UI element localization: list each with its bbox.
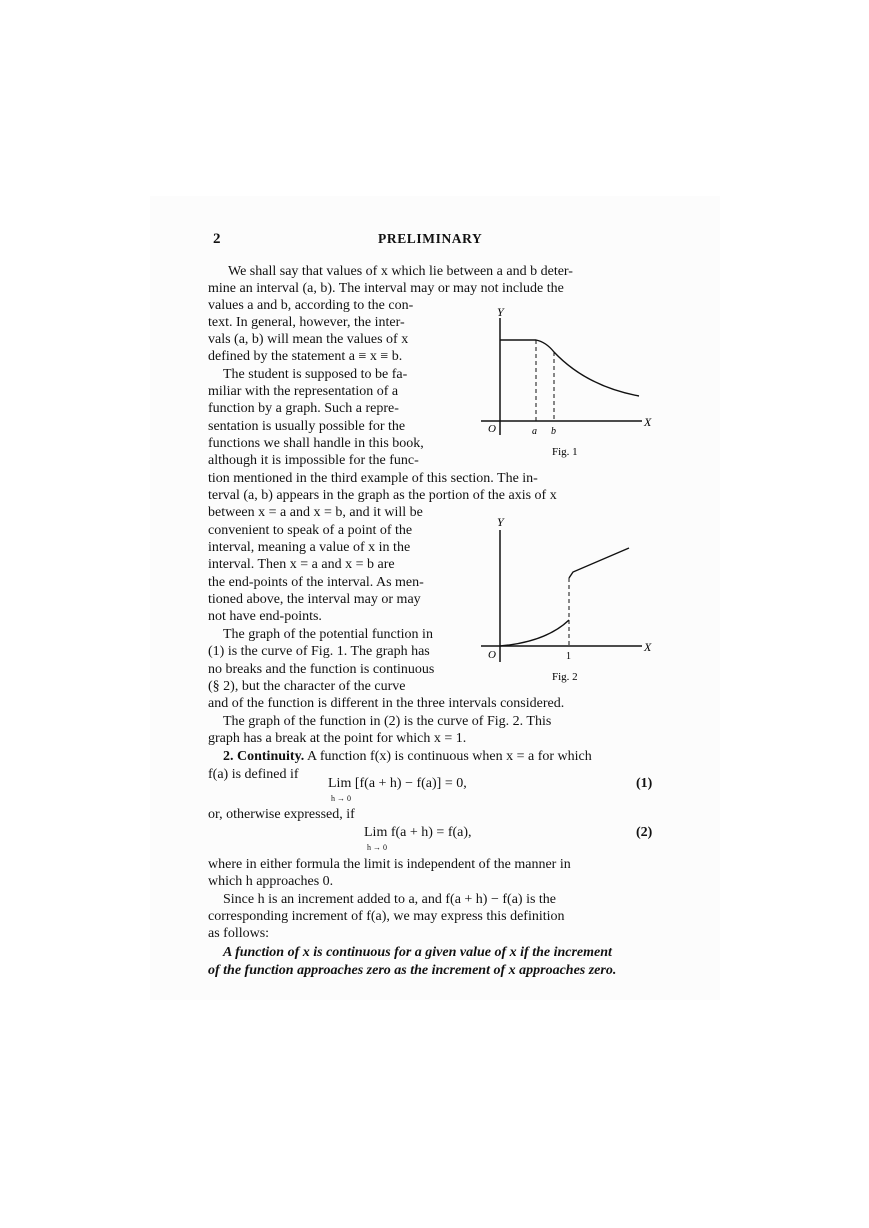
fig2-y-axis-label: Y [497,515,504,529]
equation-2-subscript: h → 0 [367,843,387,852]
text-run: A function f(x) is continuous when x = a for which [304,749,592,764]
text-line: corresponding increment of f(a), we may express this definition [208,909,565,924]
text-line: no breaks and the function is continuous [208,662,435,677]
text-line: f(a) is defined if [208,767,299,782]
fig2-x-axis-label: X [644,640,652,654]
text-line: text. In general, however, the inter- [208,315,405,330]
text-line: vals (a, b) will mean the values of x [208,332,409,347]
text-line: and of the function is different in the three intervals considered. [208,696,565,711]
text-line: The graph of the potential function in [223,627,433,642]
text-line: between x = a and x = b, and it will be [208,505,423,520]
text-line: miliar with the representation of a [208,384,399,399]
fig2-origin-label: O [488,649,496,661]
fig2-one-label: 1 [566,651,571,662]
equation-2-number: (2) [636,825,653,840]
fig1-curve [500,340,639,396]
text-line: The graph of the function in (2) is the curve of Fig. 2. This [223,714,552,729]
page-number: 2 [213,231,221,247]
text-line: tion mentioned in the third example of this section. The in- [208,471,538,486]
text-line: not have end-points. [208,609,322,624]
equation-1: Lim [f(a + h) − f(a)] = 0, [328,776,467,791]
text-line: sentation is usually possible for the [208,419,406,434]
text-line: function by a graph. Such a repre- [208,401,399,416]
fig1-x-axis-label: X [644,415,652,429]
fig1-a-label: a [532,426,537,437]
text-line: graph has a break at the point for which x = 1. [208,731,467,746]
fig1-origin-label: O [488,423,496,435]
text-line: convenient to speak of a point of the [208,523,413,538]
fig2-caption: Fig. 2 [552,671,578,683]
section-heading: 2. Continuity. [223,749,305,764]
text-line: Since h is an increment added to a, and f(a + h) − f(a) is the [223,892,557,907]
definition-line: of the function approaches zero as the increment of x approaches zero. [208,963,617,978]
fig1-b-label: b [551,426,556,437]
text-line: functions we shall handle in this book, [208,436,424,451]
text-line: interval. Then x = a and x = b are [208,557,395,572]
text-line: tioned above, the interval may or may [208,592,421,607]
text-line: defined by the statement a ≡ x ≡ b. [208,349,403,364]
fig2-curve-right [569,548,629,578]
text-line: although it is impossible for the func- [208,453,419,468]
text-line: which h approaches 0. [208,874,334,889]
figure-1 [476,300,661,460]
definition-line: A function of x is continuous for a given value of x if the increment [223,945,612,960]
fig1-y-axis-label: Y [497,305,504,319]
running-head: PRELIMINARY [378,231,483,246]
text-line: interval, meaning a value of x in the [208,540,411,555]
text-line: values a and b, according to the con- [208,298,414,313]
text-line: terval (a, b) appears in the graph as the portion of the axis of x [208,488,557,503]
text-line: (1) is the curve of Fig. 1. The graph has [208,644,430,659]
equation-2: Lim f(a + h) = f(a), [364,825,472,840]
fig1-caption: Fig. 1 [552,446,578,458]
equation-1-subscript: h → 0 [331,794,351,803]
figure-2 [476,510,661,685]
equation-1-number: (1) [636,776,653,791]
text-line: as follows: [208,926,270,941]
fig2-curve-left [500,620,569,646]
text-line: the end-points of the interval. As men- [208,575,424,590]
text-line: or, otherwise expressed, if [208,807,355,822]
text-line: We shall say that values of x which lie between a and b deter- [228,264,573,279]
text-line: mine an interval (a, b). The interval may or may not include the [208,281,564,296]
text-line [223,748,592,765]
text-line: The student is supposed to be fa- [223,367,408,382]
text-line: where in either formula the limit is independent of the manner in [208,857,571,872]
text-line: (§ 2), but the character of the curve [208,679,406,694]
